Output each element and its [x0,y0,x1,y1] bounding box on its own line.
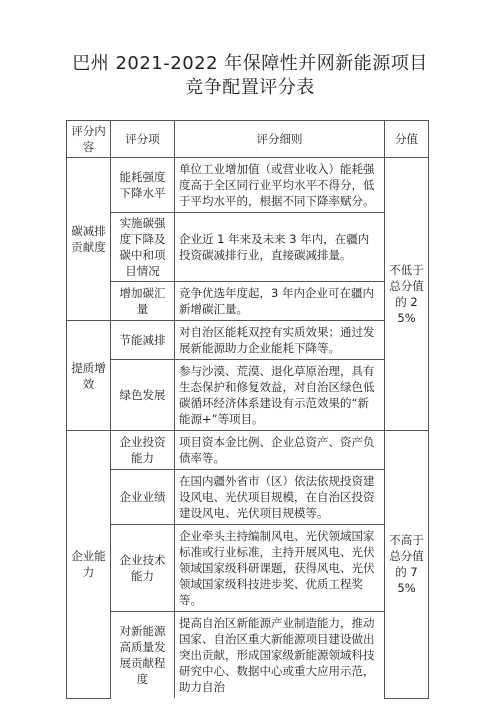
title-line-2: 竞争配置评分表 [185,77,315,98]
row-item: 增加碳汇量 [111,282,175,321]
table-row [67,360,429,431]
header-detail: 评分细则 [175,121,385,158]
row-item: 实施碳强度下降及碳中和项目情况 [111,213,175,282]
row-item: 企业投资能力 [111,431,175,470]
row-detail: 提高自治区新能源产业制造能力，推动国家、自治区重大新能源项目建设做出突出贡献，形成国家级新能源领域科技研究中心、数据中心或重大应用示范，助力自治 [175,612,385,699]
row-detail: 企业牵头主持编制风电、光伏领域国家标准或行业标准，主持开展风电、光伏领域国家级科研课题，获得风电、光伏领域国家级科技进步奖、优质工程奖等。 [175,525,385,612]
row-item: 能耗强度下降水平 [111,158,175,213]
header-score: 分值 [385,121,429,158]
score-max-75: 不高于总分值的 75% [385,431,429,699]
row-detail: 对自治区能耗双控有实质效果；通过发展新能源助力企业能耗下降等。 [175,321,385,360]
table-row [67,321,429,360]
row-item: 企业业绩 [111,470,175,525]
document-title [0,52,500,100]
header-item: 评分项 [111,121,175,158]
row-detail: 参与沙漠、荒漠、退化草原治理，具有生态保护和修复效益，对自治区绿色低碳循环经济体系建设有示范效果的“新能源+”等项目。 [175,360,385,431]
row-detail: 企业近 1 年来及未来 3 年内，在疆内投资碳减排行业，直接碳减排量。 [175,213,385,282]
row-detail: 项目资本金比例、企业总资产、资产负债率等。 [175,431,385,470]
group-carbon-reduction: 碳减排贡献度 [67,158,111,321]
group-enterprise-capability: 企业能力 [67,431,111,699]
table-row [67,282,429,321]
table-row [67,612,429,699]
row-detail: 竞争优选年度起，3 年内企业可在疆内新增碳汇量。 [175,282,385,321]
table-row [67,431,429,470]
header-content: 评分内容 [67,121,111,158]
row-item: 节能减排 [111,321,175,360]
table-row [67,213,429,282]
table-row [67,158,429,213]
row-item: 对新能源高质量发展贡献程度 [111,612,175,699]
row-detail: 单位工业增加值（或营业收入）能耗强度高于全区同行业平均水平不得分，低于平均水平的，根据不同下降率赋分。 [175,158,385,213]
row-detail: 在国内疆外省市（区）依法依规投资建设风电、光伏项目规模，在自治区投资建设风电、光伏项目规模等。 [175,470,385,525]
row-item: 企业技术能力 [111,525,175,612]
row-item: 绿色发展 [111,360,175,431]
group-quality-efficiency: 提质增效 [67,321,111,431]
scoring-table [66,120,429,699]
table-row [67,525,429,612]
title-line-1: 巴州 2021-2022 年保障性并网新能源项目 [72,53,428,74]
score-min-25: 不低于总分值的 25% [385,158,429,431]
table-header-row [67,121,429,158]
table-row [67,470,429,525]
